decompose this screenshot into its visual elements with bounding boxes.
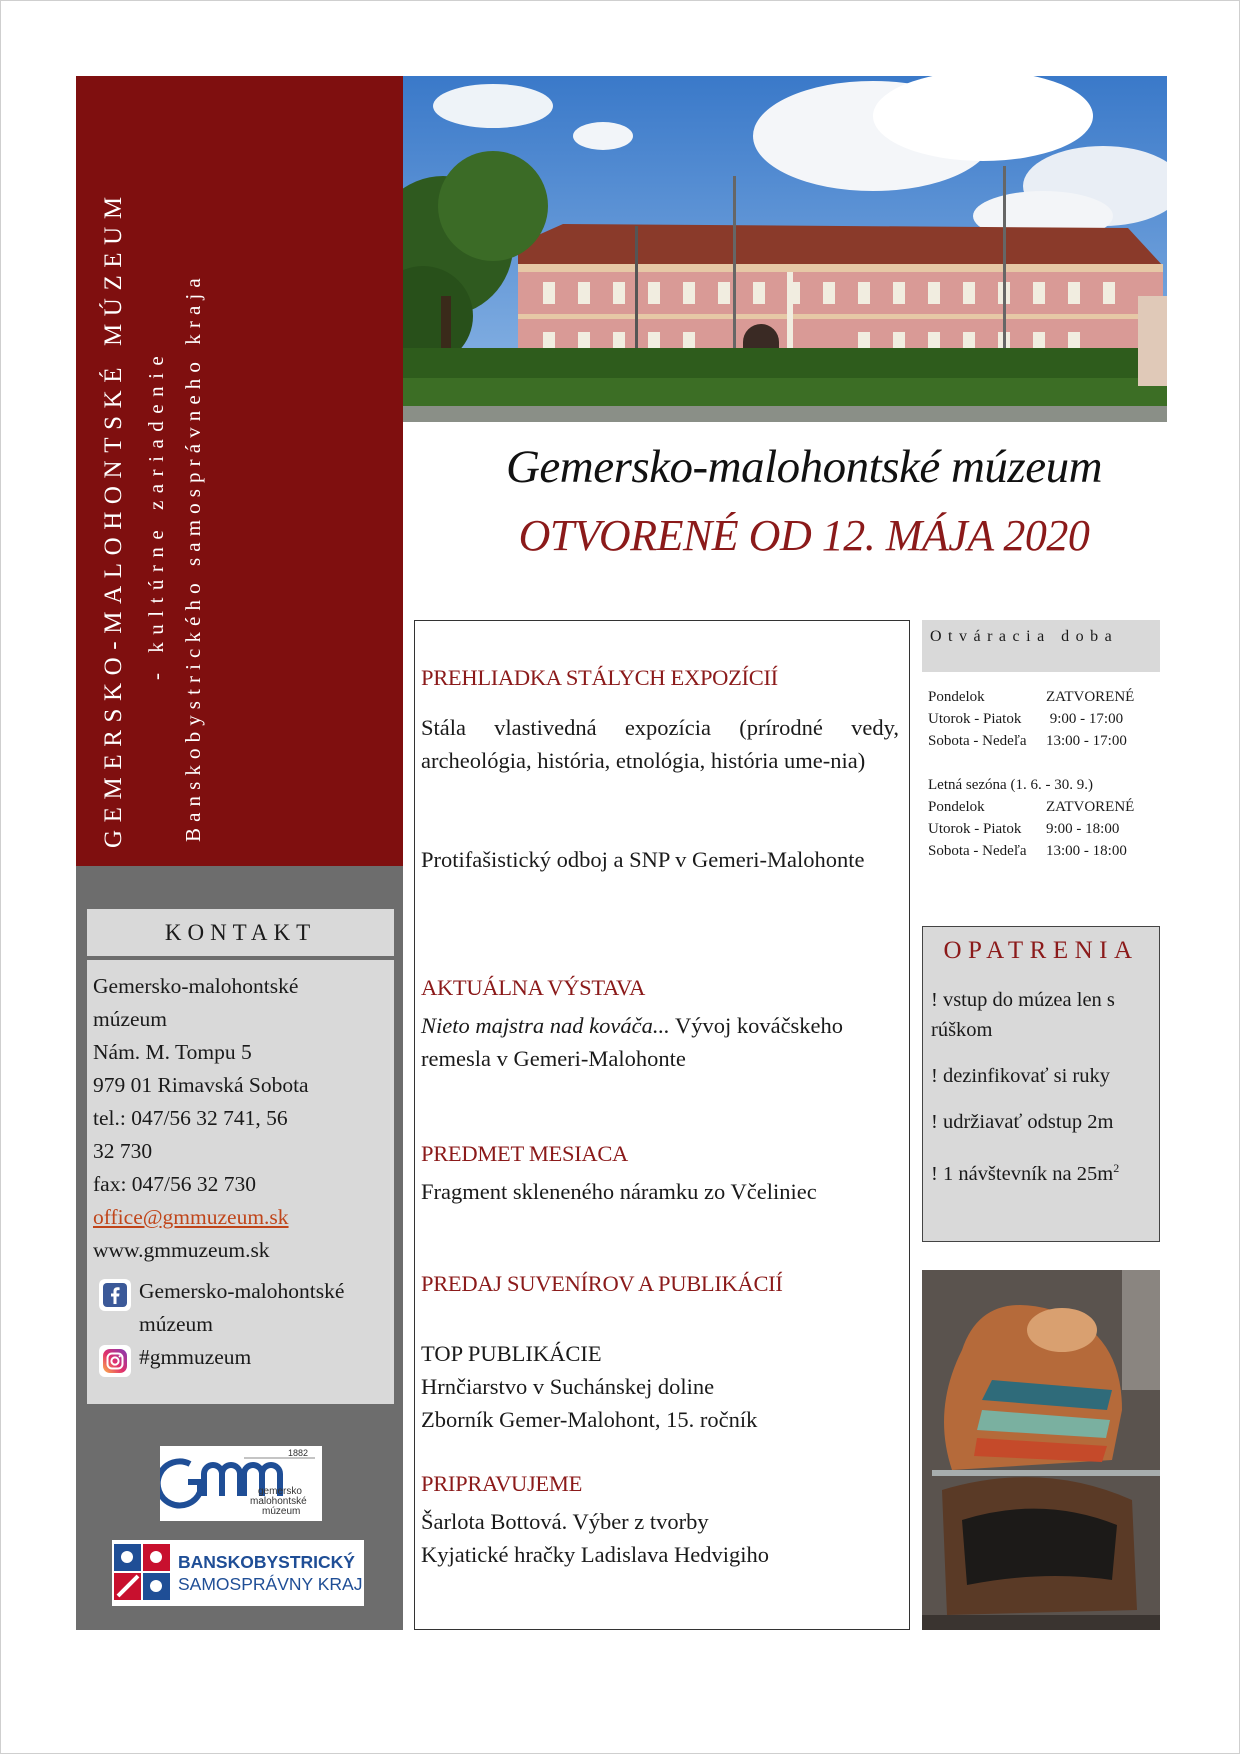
contact-fax: fax: 047/56 32 730 xyxy=(93,1172,257,1196)
section-title-upcoming: PRIPRAVUJEME xyxy=(421,1471,583,1496)
bbsk-line1: BANSKOBYSTRICKÝ xyxy=(178,1552,355,1572)
instagram-link[interactable] xyxy=(93,1341,388,1377)
measure-item: ! udržiavať odstup 2m xyxy=(931,1111,1114,1133)
gmm-logo xyxy=(160,1446,322,1521)
sarcophagus-photo xyxy=(922,1270,1160,1630)
hours-time: ZATVORENÉ xyxy=(1046,799,1135,815)
contact-address: Nám. M. Tompu 5 xyxy=(93,1040,252,1064)
bbsk-coat-of-arms-icon xyxy=(112,1542,172,1604)
contact-box xyxy=(87,960,394,1404)
contact-name-2: múzeum xyxy=(93,1007,168,1031)
section-text-exposition-2: Protifašistický odboj a SNP v Gemeri-Malohonte xyxy=(421,847,865,872)
shop-line-3: Zborník Gemer-Malohont, 15. ročník xyxy=(421,1407,758,1432)
hours-day: Utorok - Piatok xyxy=(928,821,1022,837)
hours-row xyxy=(928,818,1160,840)
hours-row xyxy=(928,840,1160,862)
sidebar-subtitle: - kultúrne zariadenie xyxy=(144,348,168,680)
section-title-expositions: PREHLIADKA STÁLYCH EXPOZÍCIÍ xyxy=(421,665,778,690)
contact-phone-1: tel.: 047/56 32 741, 56 xyxy=(93,1106,288,1130)
hours-time: 13:00 - 18:00 xyxy=(1046,843,1127,859)
upcoming-line-1: Šarlota Bottová. Výber z tvorby xyxy=(421,1509,709,1534)
exhibition-description: Vývoj kováčskeho remesla v Gemeri-Malohonte xyxy=(421,1013,844,1071)
exhibition-title: Nieto majstra nad kováča... xyxy=(421,1013,670,1038)
measure-item: ! dezinfikovať si ruky xyxy=(931,1065,1110,1087)
facebook-label-1: Gemersko-malohontské xyxy=(139,1279,345,1303)
shop-line-1: TOP PUBLIKÁCIE xyxy=(421,1341,602,1366)
page-subtitle: OTVORENÉ OD 12. MÁJA 2020 xyxy=(518,511,1090,560)
gmm-logo-year: 1882 xyxy=(288,1448,309,1458)
shop-line-2: Hrnčiarstvo v Suchánskej doline xyxy=(421,1374,715,1399)
section-text-exhibition xyxy=(421,1009,899,1075)
hours-day: Sobota - Nedeľa xyxy=(928,733,1027,749)
measure-item-superscript: 2 xyxy=(1113,1161,1120,1175)
facebook-link[interactable] xyxy=(93,1275,388,1341)
sidebar-museum-name: GEMERSKO-MALOHONTSKÉ MÚZEUM xyxy=(100,189,127,848)
section-text-object-of-month: Fragment skleneného náramku zo Včeliniec xyxy=(421,1179,817,1204)
gmm-logo-line2: malohontské xyxy=(250,1496,307,1507)
page-title: Gemersko-malohontské múzeum xyxy=(505,441,1103,493)
sidebar-region: Banskobystrického samosprávneho kraja xyxy=(181,272,205,842)
hours-day: Sobota - Nedeľa xyxy=(928,843,1027,859)
summer-season-label: Letná sezóna (1. 6. - 30. 9.) xyxy=(928,777,1093,793)
contact-name-1: Gemersko-malohontské xyxy=(93,974,299,998)
facebook-label-2: múzeum xyxy=(139,1312,214,1336)
contact-heading: KONTAKT xyxy=(87,909,394,956)
measure-item: ! vstup do múzea len s rúškom xyxy=(931,989,1115,1041)
measure-item xyxy=(931,1153,1151,1189)
contact-email-link[interactable]: office@gmmuzeum.sk xyxy=(93,1205,289,1229)
hours-row xyxy=(928,708,1160,730)
hours-time: 13:00 - 17:00 xyxy=(1046,733,1127,749)
facebook-icon xyxy=(99,1279,131,1311)
measures-box xyxy=(922,926,1160,1242)
section-title-exhibition: AKTUÁLNA VÝSTAVA xyxy=(421,975,646,1000)
hours-row xyxy=(928,686,1160,708)
bbsk-line2: SAMOSPRÁVNY KRAJ xyxy=(178,1574,363,1594)
main-content-box xyxy=(414,620,910,1630)
measures-heading: OPATRENIA xyxy=(943,937,1139,964)
hours-day: Utorok - Piatok xyxy=(928,711,1022,727)
hours-time: ZATVORENÉ xyxy=(1046,689,1135,705)
section-text-exposition-1: Stála vlastivedná expozícia (prírodné vedy, archeológia, história, etnológia, história ume-nia) xyxy=(421,715,899,773)
section-title-shop: PREDAJ SUVENÍROV A PUBLIKÁCIÍ xyxy=(421,1271,783,1296)
upcoming-line-2: Kyjatické hračky Ladislava Hedvigiho xyxy=(421,1542,770,1567)
contact-web-link[interactable]: www.gmmuzeum.sk xyxy=(93,1238,270,1262)
contact-phone-2: 32 730 xyxy=(93,1139,153,1163)
hours-time: 9:00 - 18:00 xyxy=(1046,821,1120,837)
opening-hours-heading: Otváracia doba xyxy=(922,620,1160,672)
instagram-label: #gmmuzeum xyxy=(139,1345,252,1369)
opening-hours xyxy=(922,620,1160,862)
instagram-icon xyxy=(99,1345,131,1377)
hours-row xyxy=(928,796,1160,818)
hours-day: Pondelok xyxy=(928,689,985,705)
hours-row xyxy=(928,730,1160,752)
section-title-object-of-month: PREDMET MESIACA xyxy=(421,1141,628,1166)
bbsk-logo xyxy=(112,1540,364,1606)
gmm-logo-line3: múzeum xyxy=(262,1506,301,1517)
museum-building-photo xyxy=(403,76,1167,422)
contact-city: 979 01 Rimavská Sobota xyxy=(93,1073,309,1097)
gmm-logo-line1: gemersko xyxy=(258,1486,302,1497)
hours-time: 9:00 - 17:00 xyxy=(1046,711,1124,727)
hours-day: Pondelok xyxy=(928,799,985,815)
measure-item-text: ! 1 návštevník na 25m xyxy=(931,1162,1114,1185)
